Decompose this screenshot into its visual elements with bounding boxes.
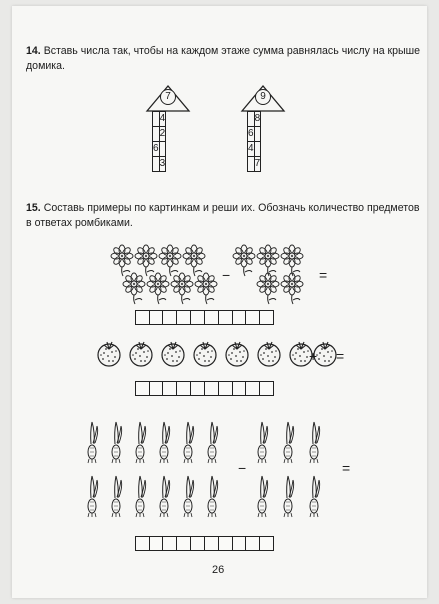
flower-icon	[147, 273, 169, 304]
answer-cell[interactable]	[162, 381, 177, 396]
minus-sign: −	[222, 267, 231, 283]
task-14-text: Вставь числа так, чтобы на каждом этаже сумма равнялась числу на крыше домика.	[26, 45, 421, 72]
task-15-number: 15.	[26, 202, 41, 214]
onion-sprout-icon	[208, 476, 218, 517]
flower-icon	[183, 245, 205, 276]
onion-sprout-icon	[284, 476, 294, 517]
answer-cells-row-1	[136, 310, 274, 325]
task-14-number: 14.	[26, 45, 41, 57]
equals-sign: =	[336, 348, 345, 364]
onion-sprout-icon	[208, 422, 218, 463]
onion-sprout-icon	[284, 422, 294, 463]
answer-cell[interactable]	[190, 381, 205, 396]
flower-icon	[195, 273, 217, 304]
plus-sign: +	[309, 348, 318, 364]
flower-icon	[159, 245, 181, 276]
answer-cell[interactable]	[176, 536, 191, 551]
flower-icon	[257, 273, 279, 304]
onion-sprout-icon	[88, 476, 98, 517]
flower-icon	[111, 245, 133, 276]
answer-cell[interactable]	[135, 381, 150, 396]
answer-cells-row-2	[136, 381, 274, 396]
tomato-icon	[226, 342, 248, 366]
answer-cell[interactable]	[245, 536, 260, 551]
tomato-icon	[98, 342, 120, 366]
onion-sprout-icon	[184, 422, 194, 463]
answer-cell[interactable]	[259, 310, 274, 325]
tomato-icon	[314, 342, 336, 366]
answer-cell[interactable]	[162, 536, 177, 551]
answer-cell[interactable]	[176, 310, 191, 325]
answer-cell[interactable]	[149, 536, 164, 551]
answer-cell[interactable]	[162, 310, 177, 325]
floor-cell[interactable]: 7	[254, 157, 261, 172]
tomato-icon	[130, 342, 152, 366]
tomato-icon	[162, 342, 184, 366]
answer-cell[interactable]	[176, 381, 191, 396]
roof-number: 9	[255, 89, 271, 105]
onion-sprout-icon	[88, 422, 98, 463]
floor-cell[interactable]: 6	[248, 127, 255, 142]
onion-sprout-icon	[112, 422, 122, 463]
onion-sprout-icon	[136, 476, 146, 517]
onion-sprout-icon	[112, 476, 122, 517]
workbook-page	[12, 6, 427, 598]
floor-cell[interactable]: 4	[159, 112, 166, 127]
flower-icon	[135, 245, 157, 276]
answer-cell[interactable]	[190, 536, 205, 551]
answer-cell[interactable]	[149, 381, 164, 396]
answer-cell[interactable]	[204, 310, 219, 325]
flower-icon	[257, 245, 279, 276]
tomato-group-left	[98, 342, 312, 366]
answer-cell[interactable]	[232, 310, 247, 325]
equals-sign: =	[319, 267, 328, 283]
page-number: 26	[212, 564, 225, 576]
onion-sprout-icon	[184, 476, 194, 517]
floor-cell[interactable]: 3	[159, 157, 166, 172]
flower-group-right	[233, 245, 303, 304]
roof-number: 7	[160, 89, 176, 105]
minus-sign: −	[238, 460, 247, 476]
answer-cell[interactable]	[135, 536, 150, 551]
task-15-pictures	[12, 6, 427, 598]
answer-cell[interactable]	[245, 381, 260, 396]
flower-icon	[281, 273, 303, 304]
onion-group-right	[258, 422, 320, 517]
floor-cell[interactable]: 2	[159, 127, 166, 142]
flower-icon	[233, 245, 255, 276]
answer-cell[interactable]	[135, 310, 150, 325]
flower-icon	[123, 273, 145, 304]
floor-cell[interactable]: 6	[153, 142, 160, 157]
answer-cell[interactable]	[149, 310, 164, 325]
onion-sprout-icon	[160, 422, 170, 463]
equals-sign: =	[342, 460, 351, 476]
answer-cell[interactable]	[259, 381, 274, 396]
onion-sprout-icon	[310, 476, 320, 517]
answer-cell[interactable]	[204, 536, 219, 551]
answer-cell[interactable]	[218, 536, 233, 551]
answer-cell[interactable]	[232, 381, 247, 396]
answer-cells-row-3	[136, 536, 274, 551]
onion-sprout-icon	[310, 422, 320, 463]
floor-cell[interactable]: 8	[254, 112, 261, 127]
answer-cell[interactable]	[204, 381, 219, 396]
onion-sprout-icon	[258, 422, 268, 463]
floor-cell[interactable]: 4	[248, 142, 255, 157]
flower-icon	[281, 245, 303, 276]
onion-sprout-icon	[258, 476, 268, 517]
answer-cell[interactable]	[232, 536, 247, 551]
tomato-group-right	[314, 342, 336, 366]
answer-cell[interactable]	[190, 310, 205, 325]
task-15-text: Составь примеры по картинкам и реши их. Обозначь количество предметов в ответах ромбиками.	[26, 202, 420, 229]
flower-group-left	[111, 245, 217, 304]
onion-sprout-icon	[160, 476, 170, 517]
tomato-icon	[194, 342, 216, 366]
flower-icon	[171, 273, 193, 304]
answer-cell[interactable]	[259, 536, 274, 551]
answer-cell[interactable]	[218, 310, 233, 325]
tomato-icon	[258, 342, 280, 366]
answer-cell[interactable]	[218, 381, 233, 396]
answer-cell[interactable]	[245, 310, 260, 325]
onion-group-left	[88, 422, 218, 517]
onion-sprout-icon	[136, 422, 146, 463]
